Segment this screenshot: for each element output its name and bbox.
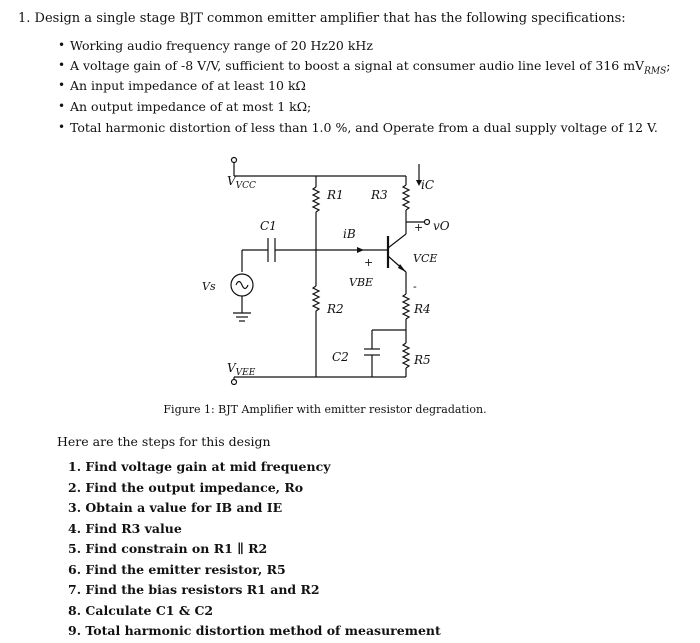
label-r2: R2 [327,302,344,316]
ac-source-icon [236,282,248,289]
label-minus-vce: - [413,280,417,293]
vee-terminal [232,380,237,385]
step-item: 5. Find constrain on R1 ∥ R2 [68,541,268,556]
label-c2: C2 [332,350,349,364]
label-vs: Vs [202,280,216,293]
figure-caption: Figure 1: BJT Amplifier with emitter resistor degradation. [163,403,487,416]
step-item: 2. Find the output impedance, Ro [68,480,304,495]
spec-item: • A voltage gain of -8 V/V, sufficient to boost a signal at consumer audio line level of 316 $mV_{RMS}$; [58,58,671,77]
collector-lead [388,234,406,248]
label-plus-vbe: + [364,256,374,269]
step-item: 1. Find voltage gain at mid frequency [68,459,331,474]
question-title: 1. Design a single stage BJT common emitter amplifier that has the following specifications: [18,11,626,26]
spec-item: • Total harmonic distortion of less than 1.0 %, and Operate from a dual supply voltage of 12 V. [58,120,658,135]
step-item: 3. Obtain a value for IB and IE [68,500,283,515]
label-vce: VCE [413,252,438,265]
steps-intro: Here are the steps for this design [57,434,271,449]
label-r4: R4 [414,302,431,316]
label-r5: R5 [414,353,431,367]
bullet-icon: • [58,38,66,52]
step-item: 7. Find the bias resistors R1 and R2 [68,582,320,597]
step-item: 9. Total harmonic distortion method of measurement [68,623,441,638]
vcc-terminal [232,158,237,163]
spec-item: • Working audio frequency range of 20 Hz20 kHz [58,38,373,53]
label-c1: C1 [260,219,277,233]
label-ib: iB [343,227,356,241]
r3-resistor [403,185,409,210]
bullet-icon: • [58,99,66,113]
ib-arrow-icon [357,247,364,253]
label-plus-vce: + [414,221,424,234]
label-ic: iC [421,178,435,192]
r2-resistor [313,286,319,311]
step-item: 6. Find the emitter resistor, R5 [68,562,286,577]
circuit-labels [202,174,450,378]
bullet-icon: • [58,58,66,72]
label-vee: $V_{VEE}$ [227,361,256,378]
step-item: 8. Calculate C1 & C2 [68,603,214,618]
label-vcc: $V_{VCC}$ [227,174,256,191]
bullet-icon: • [58,120,66,134]
step-item: 4. Find R3 value [68,521,182,536]
r5-resistor [403,343,409,368]
r4-resistor [403,294,409,319]
spec-item: • An input impedance of at least 10 kΩ [58,78,306,93]
label-r1: R1 [327,188,344,202]
label-vbe: VBE [349,276,374,289]
vo-terminal [425,220,430,225]
bullet-icon: • [58,78,66,92]
r1-resistor [313,187,319,212]
label-vo: vO [433,219,450,233]
label-r3: R3 [371,188,388,202]
spec-item: • An output impedance of at most 1 kΩ; [58,99,312,114]
